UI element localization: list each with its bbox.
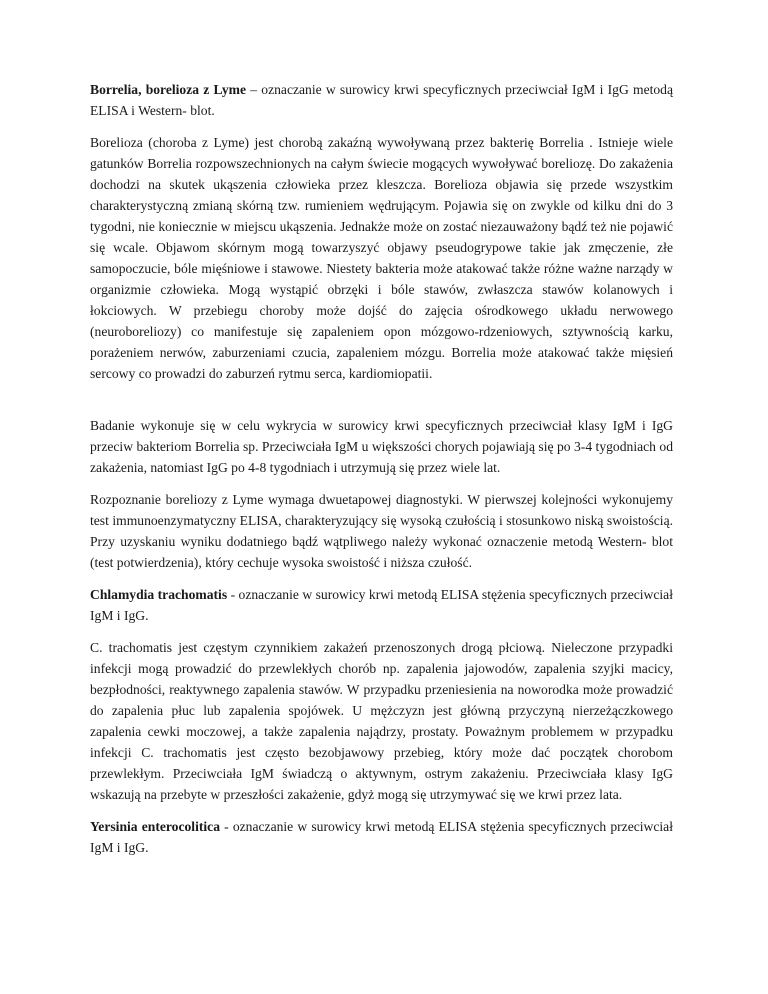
section-heading-yersinia bbox=[90, 816, 673, 858]
section-title-chlamydia: Chlamydia trachomatis bbox=[90, 587, 228, 602]
section-title-yersinia: Yersinia enterocolitica bbox=[90, 819, 220, 834]
section-subtitle-yersinia: - oznaczanie w surowicy krwi metodą ELISA stężenia specyficznych przeciwciał IgM i IgG. bbox=[90, 819, 673, 855]
section-heading-chlamydia bbox=[90, 584, 673, 626]
section-subtitle-chlamydia: - oznaczanie w surowicy krwi metodą ELISA stężenia specyficznych przeciwciał IgM i IgG. bbox=[90, 587, 673, 623]
paragraph-borrelia-test: Badanie wykonuje się w celu wykrycia w surowicy krwi specyficznych przeciwciał klasy IgM i IgG przeciw bakteriom Borrelia sp. Przeciwciała IgM u większości chorych pojawiają się po 3-4 tygodniach od zakażenia, natomiast IgG po 4-8 tygodniach i utrzymują się przez wiele lat. bbox=[90, 418, 673, 475]
paragraph-chlamydia-description: C. trachomatis jest częstym czynnikiem zakażeń przenoszonych drogą płciową. Nieleczone przypadki infekcji mogą prowadzić do przewlekłych chorób np. zapalenia jajowodów, zapalenia szyjki macicy, bezpłodności, reaktywnego zapalenia stawów. W przypadku przeniesienia na noworodka może prowadzić do zapalenia płuc lub zapalenia spojówek. U mężczyzn jest główną przyczyną nierzeżączkowego zapalenia cewki moczowej, a także zapalenia najądrzy, prostaty. Poważnym problemem w przypadku infekcji C. trachomatis jest często bezobjawowy przebieg, który może dać początek chorobom przewlekłym. Przeciwciała IgM świadczą o aktywnym, ostrym zakażeniu. Przeciwciała klasy IgG wskazują na przebyte w przeszłości zakażenie, gdyż mogą się utrzymywać się we krwi przez lata. bbox=[90, 640, 673, 802]
section-title-borrelia: Borrelia, borelioza z Lyme bbox=[90, 82, 247, 97]
document-body bbox=[90, 79, 673, 869]
paragraph-borrelia-diagnosis: Rozpoznanie boreliozy z Lyme wymaga dwuetapowej diagnostyki. W pierwszej kolejności wykonujemy test immunoenzymatyczny ELISA, charakteryzujący się wysoką czułością i stosunkowo niską swoistością. Przy uzyskaniu wyniku dodatniego bądź wątpliwego należy wykonać oznaczenie metodą Western- blot (test potwierdzenia), który cechuje wysoka swoistość i niższa czułość. bbox=[90, 492, 673, 570]
section-subtitle-borrelia: – oznaczanie w surowicy krwi specyficznych przeciwciał IgM i IgG metodą ELISA i Western- blot. bbox=[90, 82, 674, 118]
paragraph-borrelia-description: Borelioza (choroba z Lyme) jest chorobą zakaźną wywoływaną przez bakterię Borrelia . Istnieje wiele gatunków Borrelia rozpowszechnionych na całym świecie mogących wywoływać boreliozę. Do zakażenia dochodzi na skutek ukąszenia człowieka przez kleszcza. Borelioza objawia się przede wszystkim charakterystyczną zmianą skórną tzw. rumieniem wędrującym. Pojawia się on zwykle od kilku dni do 3 tygodni, nie koniecznie w miejscu ukąszenia. Jednakże może on zostać niezauważony bądź też nie pojawić się wcale. Objawom skórnym mogą towarzyszyć objawy pseudogrypowe takie jak zmęczenie, złe samopoczucie, bóle mięśniowe i stawowe. Niestety bakteria może atakować także różne ważne narządy w organizmie człowieka. Mogą wystąpić obrzęki i bóle stawów, zwłaszcza stawów kolanowych i łokciowych. W przebiegu choroby może dojść do zajęcia ośrodkowego układu nerwowego (neuroboreliozy) co manifestuje się zapaleniem opon mózgowo-rdzeniowych, sztywnością karku, porażeniem nerwów, zaburzeniami czucia, zapaleniem mózgu. Borrelia może atakować także mięsień sercowy co prowadzi do zaburzeń rytmu serca, kardiomiopatii. bbox=[90, 135, 673, 381]
section-heading-borrelia bbox=[90, 79, 673, 121]
